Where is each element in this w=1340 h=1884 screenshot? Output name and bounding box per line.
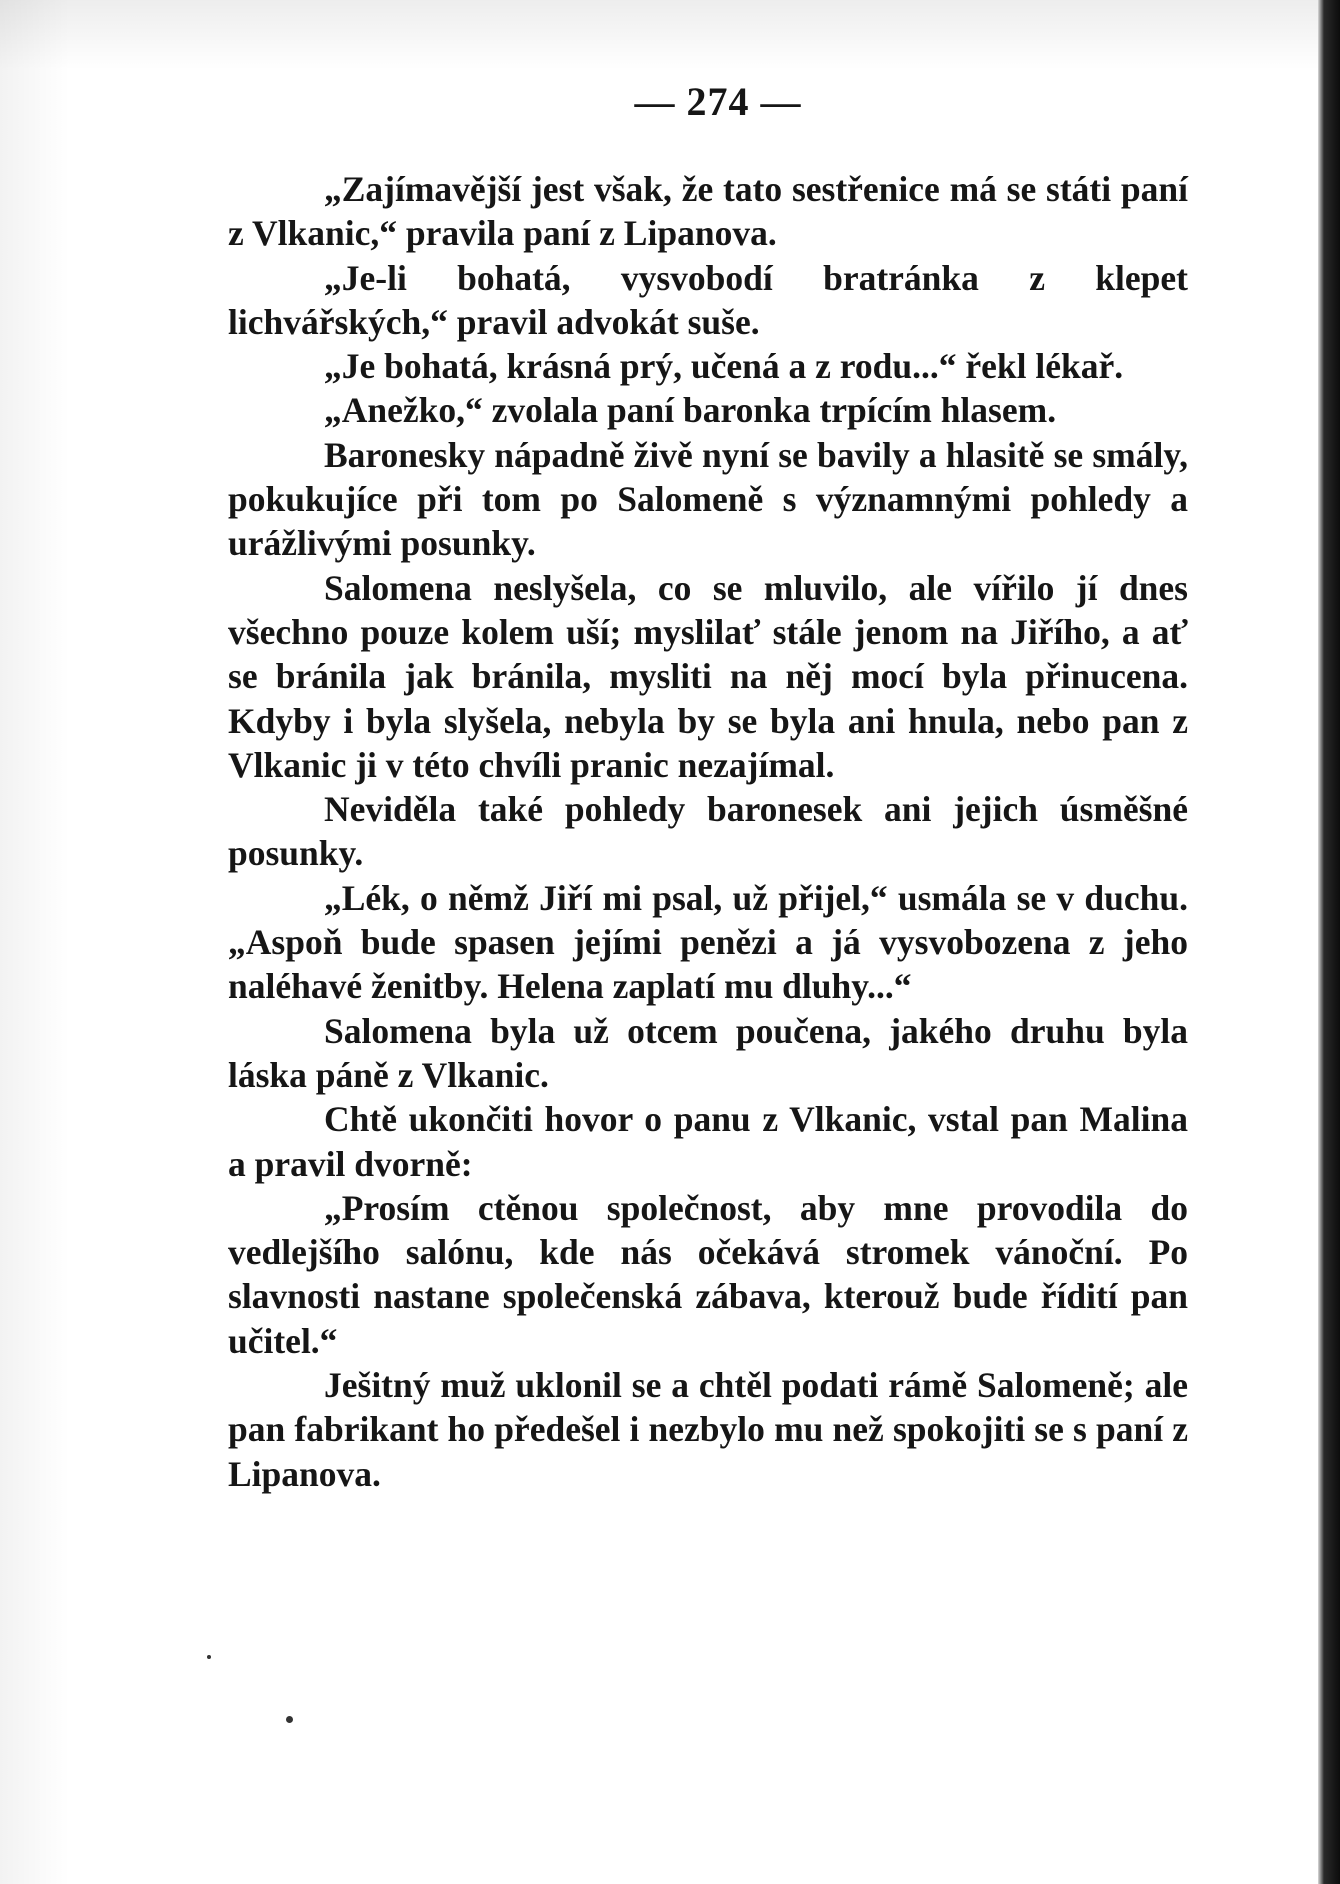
page-top-shadow [0,0,1318,70]
paragraph: Chtě ukončiti hovor o panu z Vlkanic, vstal pan Malina a pravil dvorně: [228,1099,1188,1184]
book-spine-edge [1318,0,1340,1884]
page-number: — 274 — [634,79,802,124]
print-speck [286,1716,293,1723]
paragraph: Salomena byla už otcem poučena, jakého druhu byla láska páně z Vlkanic. [228,1010,1188,1095]
paragraph: Salomena neslyšela, co se mluvilo, ale vířilo jí dnes všechno pouze kolem uší; myslilať stále jenom na Jiřího, a ať se bránila jak bránila, mysliti na něj mocí byla přinucena. Kdyby i byla slyšela, nebyla by se byla ani hnula, nebo pan z Vlkanic ji v této chvíli pranic nezajímal. [228,567,1188,785]
paragraph: „Zajímavější jest však, že tato sestřenice má se státi paní z Vlkanic,“ pravila paní z Lipanova. [228,169,1188,254]
print-speck [207,1655,211,1659]
paragraph: „Je-li bohatá, vysvobodí bratránka z klepet lichvářských,“ pravil advokát suše. [228,257,1188,342]
paragraph: „Prosím ctěnou společnost, aby mne provodila do vedlejšího salónu, kde nás očekává stromek vánoční. Po slavnosti nastane společenská zábava, kterouž bude řídití pan učitel.“ [228,1187,1188,1361]
paragraph: Neviděla také pohledy baronesek ani jejich úsměšné posunky. [228,789,1188,874]
paragraph: Baronesky nápadně živě nyní se bavily a hlasitě se smály, pokukujíce při tom po Salomeně s významnými pohledy a urážlivými posunky. [228,434,1188,564]
page-text [228,167,1188,1496]
paragraph: Ješitný muž uklonil se a chtěl podati rámě Salomeně; ale pan fabrikant ho předešel i nezbylo mu než spokojiti se s paní z Lipanova. [228,1365,1188,1494]
paragraph: „Je bohatá, krásná prý, učená a z rodu...“ řekl lékař. [324,346,1124,387]
paragraph: „Lék, o němž Jiří mi psal, už přijel,“ usmála se v duchu. „Aspoň bude spasen jejími penězi a já vysvobozena z jeho naléhavé ženitby. Helena zaplatí mu dluhy...“ [228,877,1188,1007]
page-left-shadow [0,0,70,1884]
paragraph: „Anežko,“ zvolala paní baronka trpícím hlasem. [324,390,1057,431]
book-page [228,78,1188,1496]
